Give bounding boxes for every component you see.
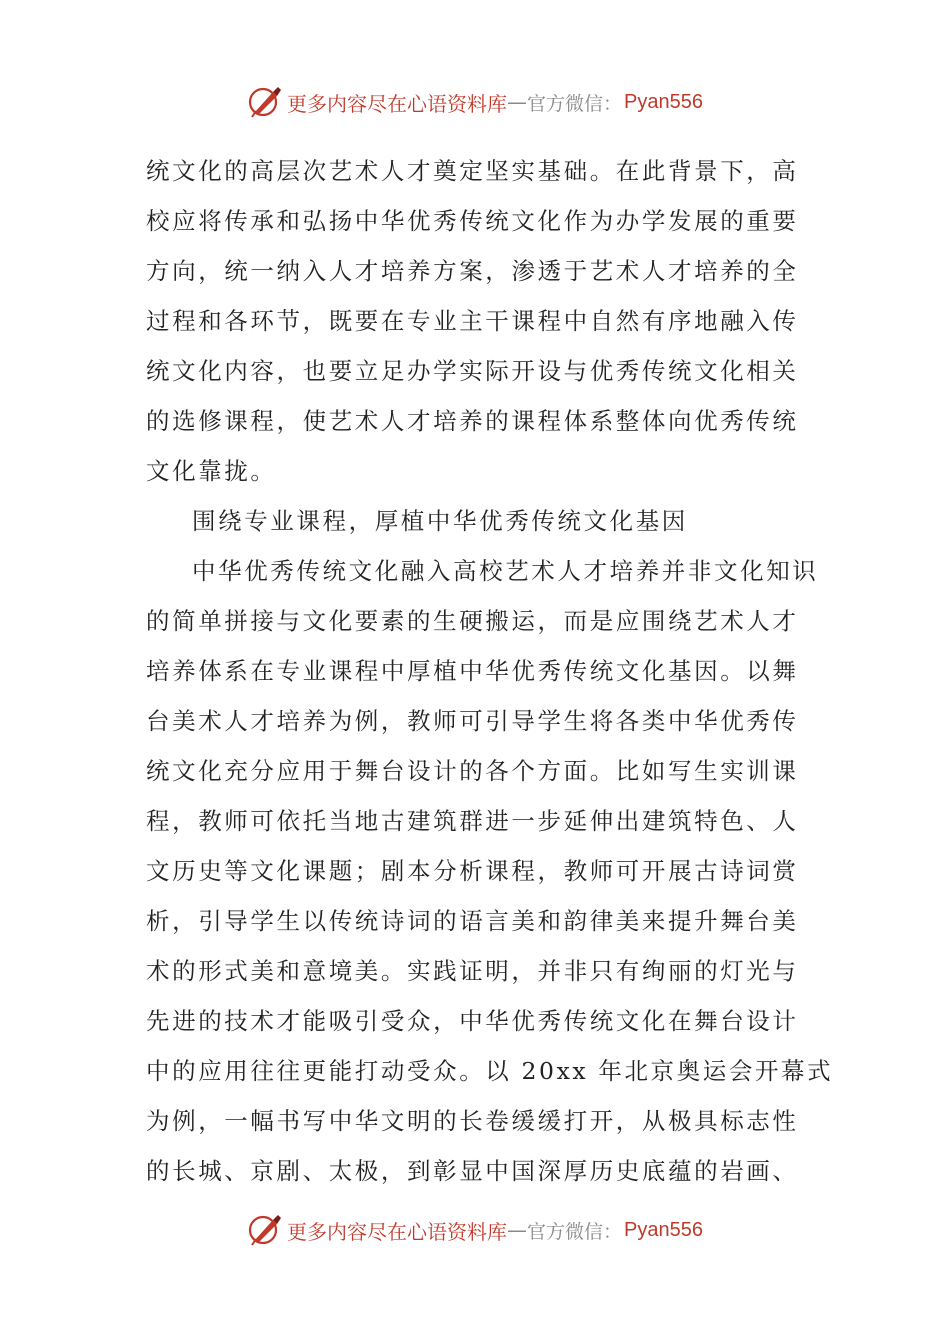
banner-dash: —: [507, 1218, 527, 1242]
text-line: 中的应用往往更能打动受众。以 20xx 年北京奥运会开幕式: [146, 1057, 834, 1085]
text-line: 为例，一幅书写中华文明的长卷缓缓打开，从极具标志性: [146, 1107, 799, 1135]
text-line: 文化靠拢。: [146, 457, 277, 485]
banner-dash: —: [507, 90, 527, 114]
paragraph-first-line: 中华优秀传统文化融入高校艺术人才培养并非文化知识: [192, 557, 819, 585]
text-line: 统文化充分应用于舞台设计的各个方面。比如写生实训课: [146, 757, 799, 785]
text-line: 术的形式美和意境美。实践证明，并非只有绚丽的灯光与: [146, 957, 799, 985]
text-line: 程，教师可依托当地古建筑群进一步延伸出建筑特色、人: [146, 807, 799, 835]
footer-banner: [0, 1208, 950, 1252]
site-name-text: 更多内容尽在心语资料库: [287, 91, 507, 116]
text-line: 文历史等文化课题；剧本分析课程，教师可开展古诗词赏: [146, 857, 799, 885]
text-line: 台美术人才培养为例，教师可引导学生将各类中华优秀传: [146, 707, 799, 735]
header-banner: [0, 80, 950, 124]
document-body: [146, 146, 834, 1196]
wechat-id: Pyan556: [624, 90, 703, 113]
text-line: 方向，统一纳入人才培养方案，渗透于艺术人才培养的全: [146, 257, 799, 285]
text-line: 先进的技术才能吸引受众，中华优秀传统文化在舞台设计: [146, 1007, 799, 1035]
wechat-id: Pyan556: [624, 1218, 703, 1241]
pen-nib-logo-icon: [247, 1212, 283, 1248]
text-line: 统文化内容，也要立足办学实际开设与优秀传统文化相关: [146, 357, 799, 385]
section-heading: 围绕专业课程，厚植中华优秀传统文化基因: [192, 507, 688, 535]
text-line: 析，引导学生以传统诗词的语言美和韵律美来提升舞台美: [146, 907, 799, 935]
text-line: 统文化的高层次艺术人才奠定坚实基础。在此背景下，高: [146, 157, 799, 185]
text-line: 校应将传承和弘扬中华优秀传统文化作为办学发展的重要: [146, 207, 799, 235]
wechat-label: 官方微信：: [527, 92, 623, 115]
text-line: 的选修课程，使艺术人才培养的课程体系整体向优秀传统: [146, 407, 799, 435]
text-line: 培养体系在专业课程中厚植中华优秀传统文化基因。以舞: [146, 657, 799, 685]
text-line: 过程和各环节，既要在专业主干课程中自然有序地融入传: [146, 307, 799, 335]
pen-nib-logo-icon: [247, 84, 283, 120]
wechat-label: 官方微信：: [527, 1220, 623, 1243]
text-line: 的简单拼接与文化要素的生硬搬运，而是应围绕艺术人才: [146, 607, 799, 635]
site-name-text: 更多内容尽在心语资料库: [287, 1219, 507, 1244]
text-line: 的长城、京剧、太极，到彰显中国深厚历史底蕴的岩画、: [146, 1157, 799, 1185]
